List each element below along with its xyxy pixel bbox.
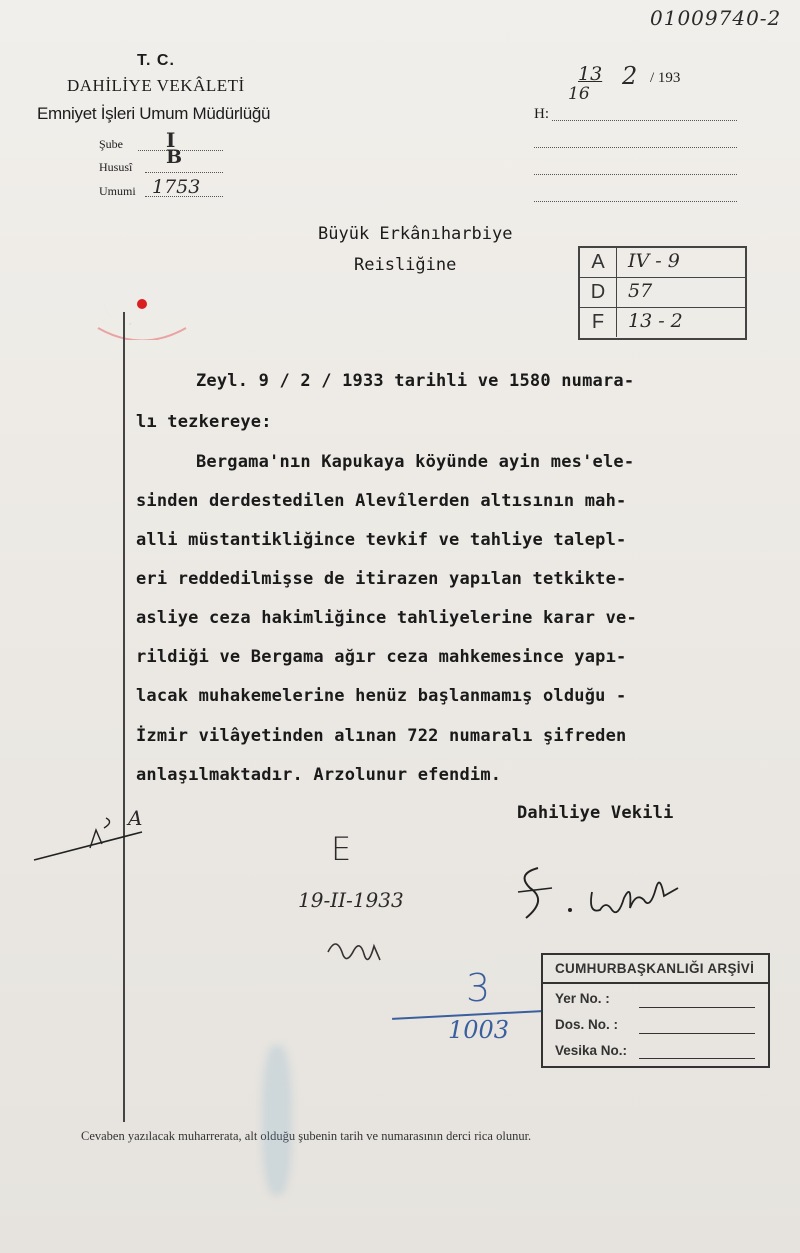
fraction-numerator: 3 <box>466 966 491 1010</box>
archive-dos-line <box>639 1033 755 1034</box>
initials-scribble <box>322 932 392 972</box>
addressee-line2: Reisliğine <box>354 255 457 275</box>
stamp-value-d: 57 <box>628 280 653 302</box>
fraction-denominator: 1003 <box>448 1016 510 1044</box>
addressee-line1: Büyük Erkânıharbiye <box>318 224 513 244</box>
h-line-4 <box>534 201 737 202</box>
archive-yer-no: Yer No. : <box>555 991 610 1006</box>
body-line-7: asliye ceza hakimliğince tahliyelerine karar ve- <box>136 608 637 628</box>
minister-signature <box>508 852 698 932</box>
h-line-2 <box>534 147 737 148</box>
body-line-6: eri reddedilmişse de itirazen yapılan tetkikte- <box>136 569 627 589</box>
state-label: T. C. <box>137 52 175 69</box>
archive-vesika-line <box>639 1058 755 1059</box>
umumi-value: 1753 <box>152 176 201 198</box>
archive-dos-no: Dos. No. : <box>555 1017 618 1032</box>
body-line-2: lı tezkereye: <box>136 412 272 432</box>
ministry-name: DAHİLİYE VEKÂLETİ <box>67 76 245 95</box>
date-month: 2 <box>622 62 638 90</box>
archive-title: CUMHURBAŞKANLIĞI ARŞİVİ <box>555 961 755 976</box>
body-line-8: rildiği ve Bergama ağır ceza mahkemesince yapı- <box>136 647 627 667</box>
stamp-value-f: 13 - 2 <box>628 310 683 332</box>
hususi-value: B <box>166 146 183 168</box>
red-crescent-seal <box>92 258 192 340</box>
hususi-line <box>145 172 223 173</box>
body-line-4: sinden derdestedilen Alevîlerden altısının mah- <box>136 491 627 511</box>
sube-label: Şube <box>99 137 123 151</box>
stamp-row-d <box>580 278 745 308</box>
archive-divider <box>543 982 768 984</box>
stamp-row-f <box>580 308 745 337</box>
archive-code: 01009740-2 <box>650 6 782 30</box>
body-line-3: Bergama'nın Kapukaya köyünde ayin mes'ele- <box>196 452 635 472</box>
directorate-name: Emniyet İşleri Umum Müdürlüğü <box>37 104 271 123</box>
hususi-label: Hususî <box>99 160 133 174</box>
date-day-bottom: 16 <box>568 84 590 104</box>
body-line-11: anlaşılmaktadır. Arzolunur efendim. <box>136 765 502 785</box>
umumi-label: Umumi <box>99 184 136 198</box>
h-line-1 <box>552 120 737 121</box>
registry-stamp <box>578 246 747 340</box>
signature-title: Dahiliye Vekili <box>517 803 674 823</box>
handwritten-date: 19-II-1933 <box>298 888 404 912</box>
date-day-top: 13 <box>578 63 603 85</box>
handwritten-e: E <box>331 830 352 868</box>
body-line-9: lacak muhakemelerine henüz başlanmamış olduğu - <box>136 686 627 706</box>
stamp-key-a: A <box>580 248 617 277</box>
stamp-key-f: F <box>580 308 617 337</box>
archive-yer-line <box>639 1007 755 1008</box>
h-label: H: <box>534 106 549 122</box>
h-line-3 <box>534 174 737 175</box>
stamp-row-a <box>580 248 745 278</box>
sube-value: I <box>166 128 176 152</box>
footer-note: Cevaben yazılacak muharrerata, alt olduğu şubenin tarih ve numarasının derci rica olunur. <box>81 1129 532 1143</box>
margin-note: A <box>128 806 143 830</box>
stamp-key-d: D <box>580 278 617 307</box>
body-line-1: Zeyl. 9 / 2 / 1933 tarihli ve 1580 numara- <box>196 371 635 391</box>
body-line-5: alli müstantikliğince tevkif ve tahliye talepl- <box>136 530 627 550</box>
date-year: / 193 <box>650 70 681 86</box>
margin-line <box>123 312 125 1122</box>
ink-stain <box>262 1045 292 1195</box>
archive-stamp <box>541 953 770 1068</box>
archive-vesika-no: Vesika No.: <box>555 1043 628 1058</box>
stamp-value-a: IV - 9 <box>628 250 680 272</box>
body-line-10: İzmir vilâyetinden alınan 722 numaralı şifreden <box>136 726 627 746</box>
